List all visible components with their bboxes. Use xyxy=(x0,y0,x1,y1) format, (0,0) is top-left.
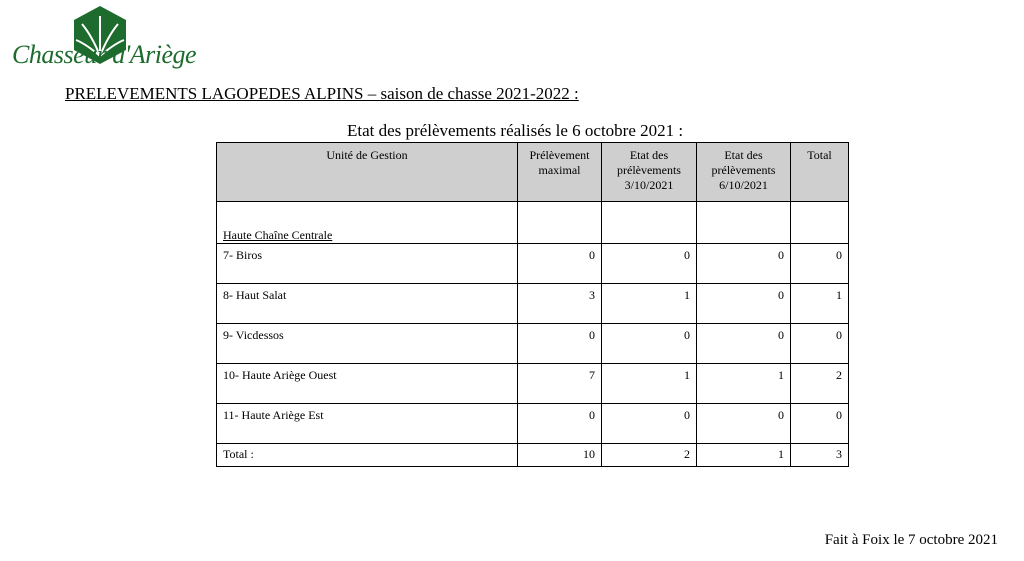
table-header-row xyxy=(217,143,849,202)
logo xyxy=(10,6,197,72)
row-max: 0 xyxy=(518,324,602,364)
row-state1: 1 xyxy=(602,364,697,404)
footer-signature-line: Fait à Foix le 7 octobre 2021 xyxy=(824,532,998,548)
total-total: 3 xyxy=(791,444,849,467)
row-max: 7 xyxy=(518,364,602,404)
table-row xyxy=(217,404,849,444)
table-row xyxy=(217,364,849,404)
row-max: 0 xyxy=(518,404,602,444)
row-total: 1 xyxy=(791,284,849,324)
row-total: 2 xyxy=(791,364,849,404)
row-unit: 9- Vicdessos xyxy=(217,324,518,364)
header-state-6-10: Etat des prélèvements 6/10/2021 xyxy=(697,143,791,202)
total-row xyxy=(217,444,849,467)
row-max: 0 xyxy=(518,244,602,284)
row-max: 3 xyxy=(518,284,602,324)
row-total: 0 xyxy=(791,404,849,444)
row-state2: 0 xyxy=(697,244,791,284)
total-max: 10 xyxy=(518,444,602,467)
row-state2: 1 xyxy=(697,364,791,404)
row-state2: 0 xyxy=(697,284,791,324)
row-state2: 0 xyxy=(697,324,791,364)
row-state1: 0 xyxy=(602,244,697,284)
group-row xyxy=(217,202,849,244)
row-total: 0 xyxy=(791,324,849,364)
row-unit: 10- Haute Ariège Ouest xyxy=(217,364,518,404)
table-row xyxy=(217,284,849,324)
row-unit: 7- Biros xyxy=(217,244,518,284)
total-state2: 1 xyxy=(697,444,791,467)
header-total: Total xyxy=(791,143,849,202)
row-unit: 11- Haute Ariège Est xyxy=(217,404,518,444)
table-row xyxy=(217,324,849,364)
row-total: 0 xyxy=(791,244,849,284)
header-unit: Unité de Gestion xyxy=(217,143,518,202)
total-label: Total : xyxy=(217,444,518,467)
table-row xyxy=(217,244,849,284)
header-max: Prélèvement maximal xyxy=(518,143,602,202)
group-label: Haute Chaîne Centrale xyxy=(217,202,518,244)
harvest-table xyxy=(216,142,849,467)
row-unit: 8- Haut Salat xyxy=(217,284,518,324)
table-caption: Etat des prélèvements réalisés le 6 octobre 2021 : xyxy=(347,121,684,140)
total-state1: 2 xyxy=(602,444,697,467)
logo-text: Chasseur d'Ariège xyxy=(12,40,197,69)
document-title: PRELEVEMENTS LAGOPEDES ALPINS – saison de chasse 2021-2022 : xyxy=(65,84,579,103)
header-state-3-10: Etat des prélèvements 3/10/2021 xyxy=(602,143,697,202)
row-state2: 0 xyxy=(697,404,791,444)
row-state1: 0 xyxy=(602,404,697,444)
row-state1: 0 xyxy=(602,324,697,364)
row-state1: 1 xyxy=(602,284,697,324)
